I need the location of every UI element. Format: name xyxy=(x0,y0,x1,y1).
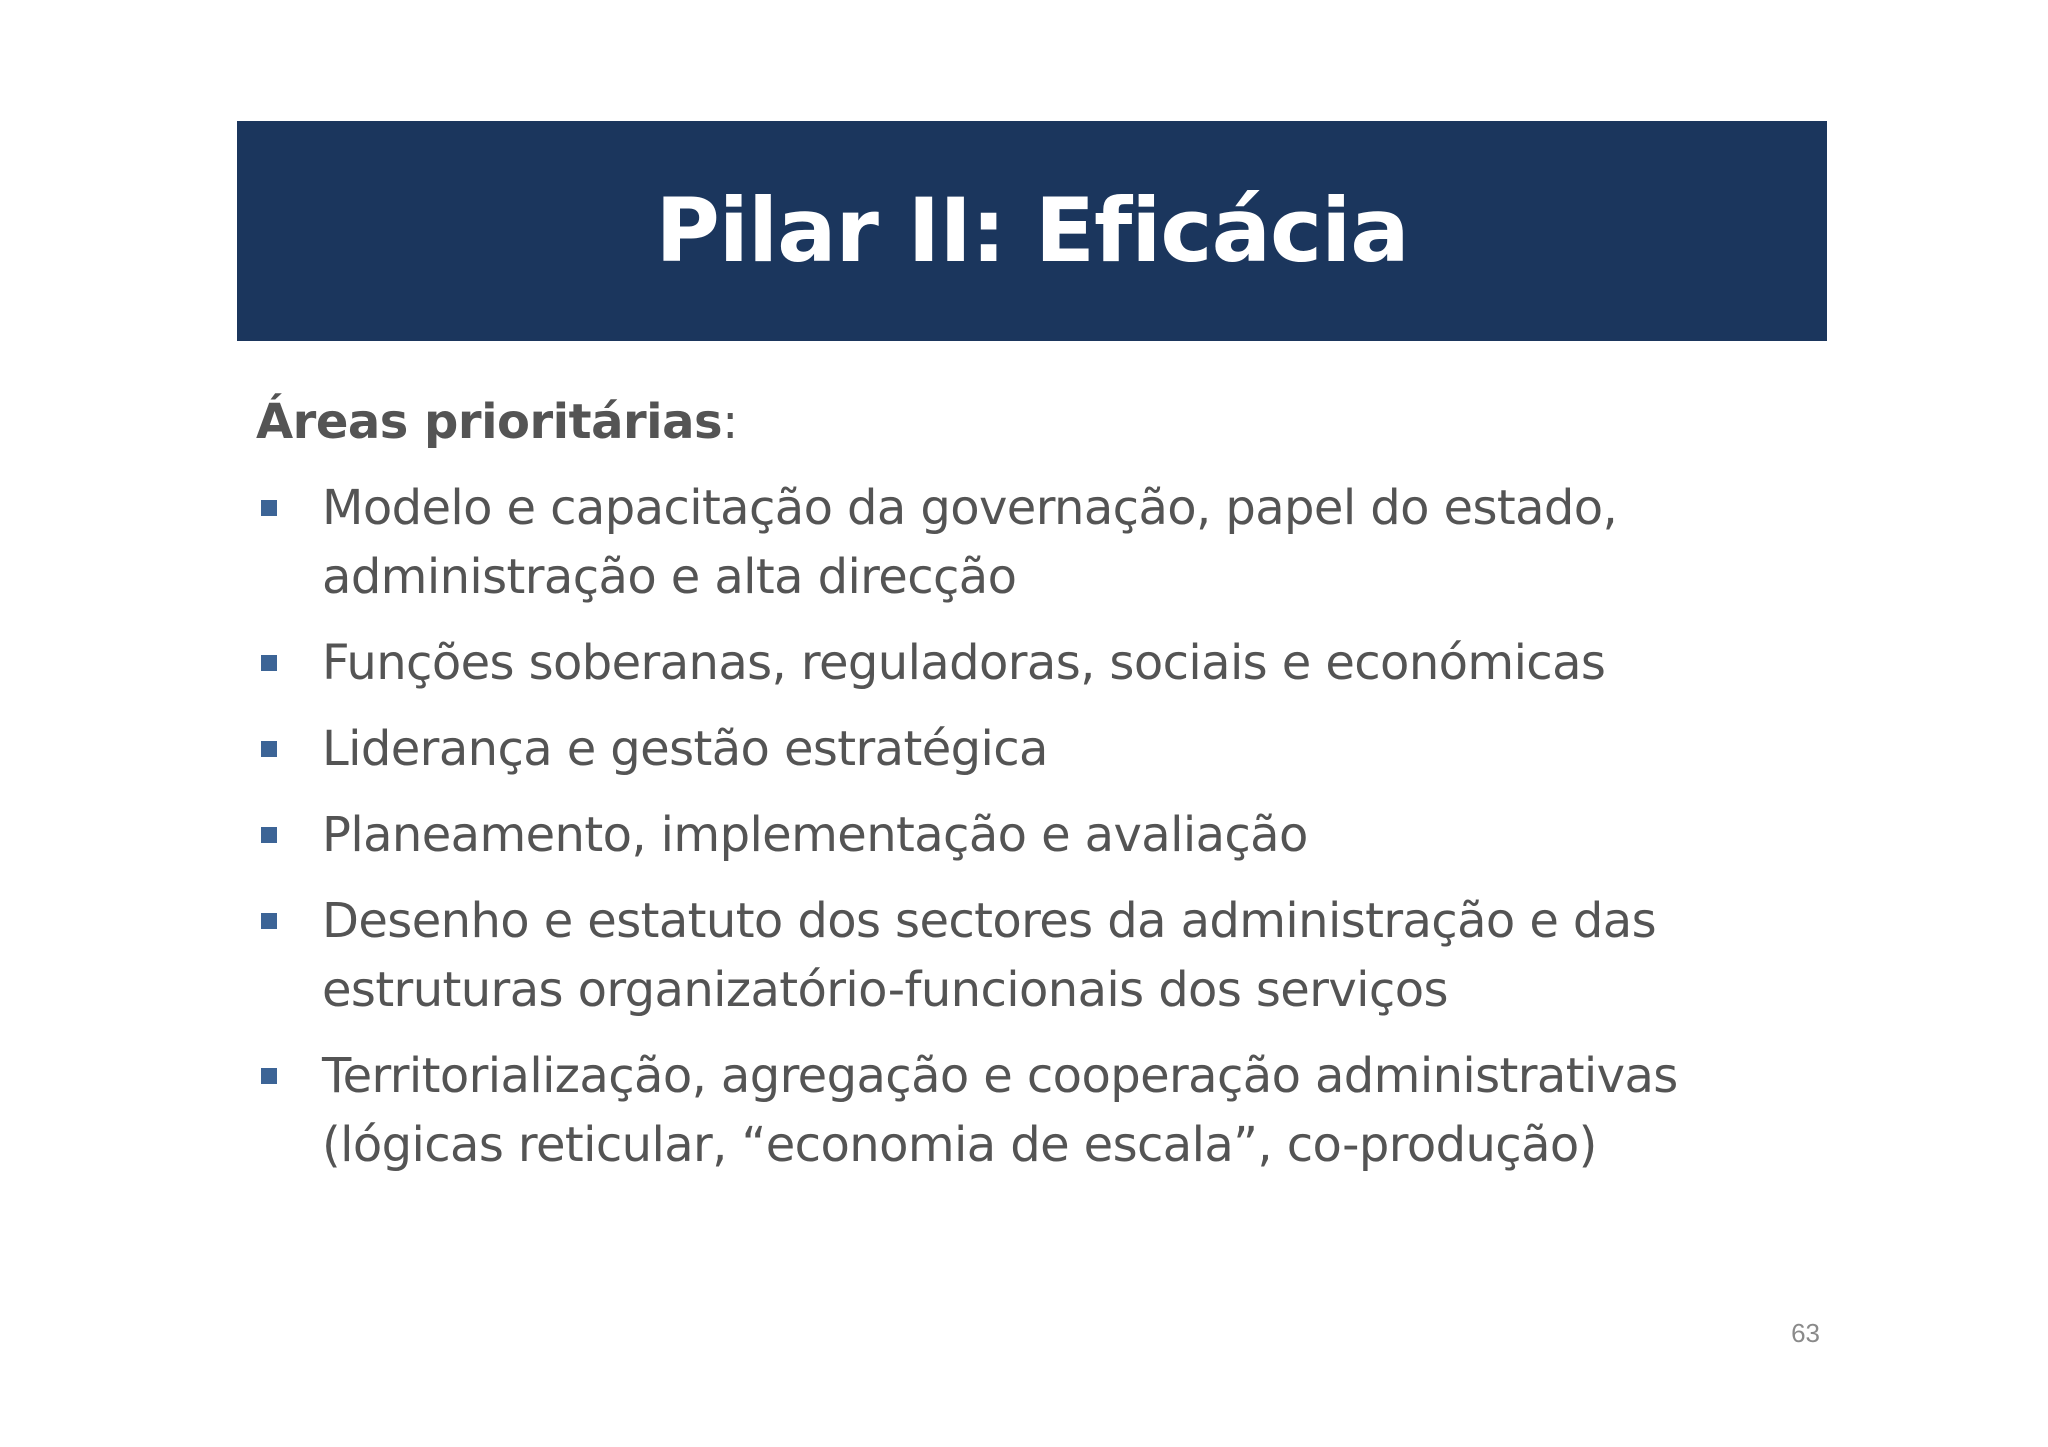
section-heading xyxy=(256,390,1796,454)
list-item-text: Planeamento, implementação e avaliação xyxy=(322,807,1308,863)
square-bullet-icon xyxy=(261,827,277,843)
slide-title: Pilar II: Eficácia xyxy=(655,179,1409,282)
list-item-text: Liderança e gestão estratégica xyxy=(322,721,1048,777)
list-item xyxy=(256,1042,1796,1180)
list-item xyxy=(256,715,1796,784)
section-heading-colon: : xyxy=(722,394,738,450)
list-item-text: Modelo e capacitação da governação, papel do estado, administração e alta direcção xyxy=(322,480,1618,605)
title-banner xyxy=(237,121,1827,341)
square-bullet-icon xyxy=(261,655,277,671)
square-bullet-icon xyxy=(261,741,277,757)
square-bullet-icon xyxy=(261,1068,277,1084)
list-item xyxy=(256,629,1796,698)
list-item-text: Territorialização, agregação e cooperação administrativas (lógicas reticular, “economia de escala”, co-produção) xyxy=(322,1048,1678,1173)
list-item xyxy=(256,474,1796,612)
list-item-text: Funções soberanas, reguladoras, sociais e económicas xyxy=(322,635,1606,691)
page-number: 63 xyxy=(1791,1318,1820,1348)
list-item-text: Desenho e estatuto dos sectores da administração e das estruturas organizatório-funcionais dos serviços xyxy=(322,893,1657,1018)
list-item xyxy=(256,887,1796,1025)
slide-content xyxy=(256,390,1796,1197)
square-bullet-icon xyxy=(261,913,277,929)
list-item xyxy=(256,801,1796,870)
square-bullet-icon xyxy=(261,500,277,516)
priority-areas-list xyxy=(256,474,1796,1180)
section-heading-bold: Áreas prioritárias xyxy=(256,394,723,450)
